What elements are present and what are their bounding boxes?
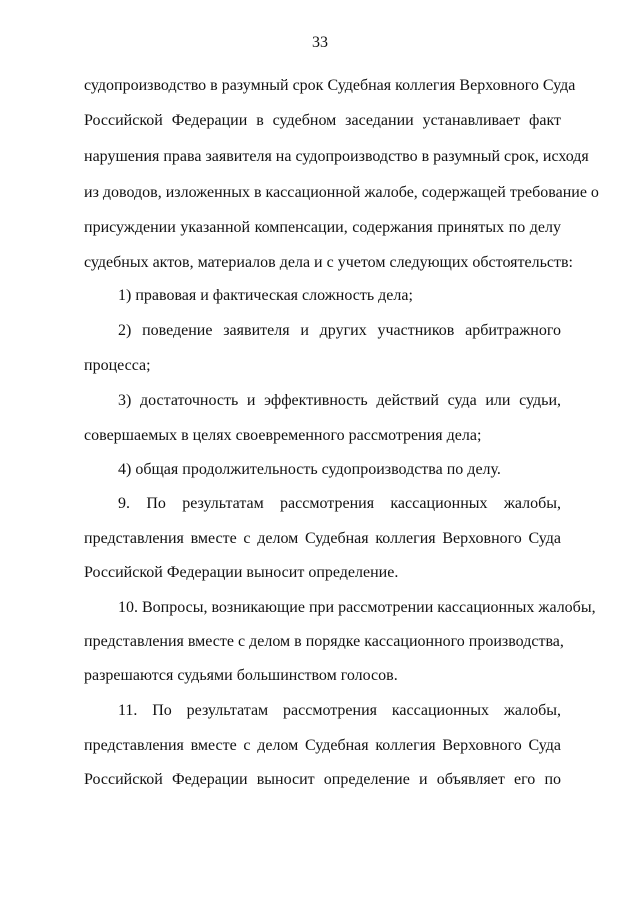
- text-line: Российской Федерации выносит определение и объявляет его по: [84, 771, 561, 788]
- list-item: 2) поведение заявителя и других участников арбитражного: [118, 322, 561, 339]
- paragraph-start: 10. Вопросы, возникающие при рассмотрении кассационных жалобы,: [118, 599, 596, 616]
- text-line: судопроизводство в разумный срок Судебная коллегия Верховного Суда: [84, 77, 576, 94]
- text-line: из доводов, изложенных в кассационной жалобе, содержащей требование о: [84, 184, 599, 201]
- page-number: 33: [312, 34, 328, 51]
- paragraph-start: 11. По результатам рассмотрения кассационных жалобы,: [118, 702, 561, 719]
- text-line: Российской Федерации выносит определение.: [84, 564, 399, 581]
- text-line: нарушения права заявителя на судопроизводство в разумный срок, исходя: [84, 148, 589, 165]
- text-line: представления вместе с делом Судебная коллегия Верховного Суда: [84, 530, 561, 547]
- text-line: совершаемых в целях своевременного рассмотрения дела;: [84, 427, 482, 444]
- text-line: судебных актов, материалов дела и с учетом следующих обстоятельств:: [84, 254, 573, 271]
- list-item: 1) правовая и фактическая сложность дела;: [118, 287, 413, 304]
- paragraph-start: 9. По результатам рассмотрения кассационных жалобы,: [118, 495, 561, 512]
- text-line: процесса;: [84, 357, 151, 374]
- text-line: представления вместе с делом в порядке кассационного производства,: [84, 633, 564, 650]
- list-item: 4) общая продолжительность судопроизводства по делу.: [118, 461, 501, 478]
- text-line: Российской Федерации в судебном заседании устанавливает факт: [84, 112, 561, 129]
- text-line: представления вместе с делом Судебная коллегия Верховного Суда: [84, 737, 561, 754]
- text-line: разрешаются судьями большинством голосов.: [84, 667, 398, 684]
- text-line: присуждении указанной компенсации, содержания принятых по делу: [84, 219, 561, 236]
- list-item: 3) достаточность и эффективность действий суда или судьи,: [118, 392, 561, 409]
